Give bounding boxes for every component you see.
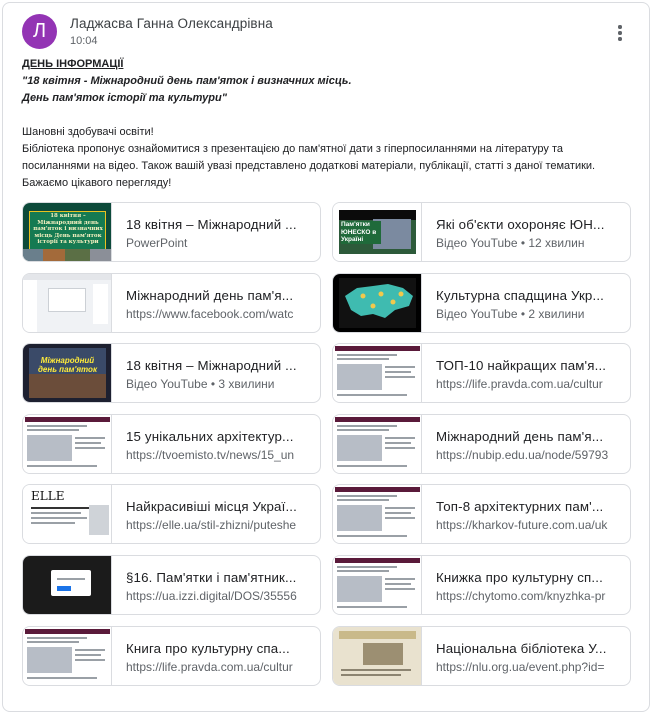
webpage-thumbnail: [333, 344, 422, 402]
post-heading: ДЕНЬ ІНФОРМАЦІЇ: [22, 58, 124, 70]
youtube-thumbnail: [23, 344, 112, 402]
attachment-card[interactable]: [332, 343, 631, 403]
attachment-card[interactable]: [22, 555, 321, 615]
webpage-thumbnail: [333, 556, 422, 614]
attachment-title: Міжнародний день пам'я...: [436, 428, 604, 444]
attachment-subtitle: https://chytomo.com/knyzhka-pr: [436, 589, 606, 603]
attachment-subtitle: Відео YouTube • 3 хвилини: [126, 377, 275, 392]
attachment-subtitle: https://tvoemisto.tv/news/15_un: [126, 447, 295, 462]
attachment-subtitle: https://nlu.org.ua/event.php?id=: [436, 659, 605, 674]
attachment-card[interactable]: [22, 273, 321, 333]
attachment-title: Національна бібліотека У...: [436, 640, 607, 656]
elle-logo: ELLE: [31, 489, 65, 504]
attachment-card[interactable]: [22, 626, 321, 686]
attachment-title: §16. Пам'ятки і пам'ятник...: [126, 570, 297, 585]
thumbnail-text: Пам'ятки ЮНЕСКО в Україні: [341, 221, 381, 244]
attachment-card[interactable]: [332, 202, 631, 262]
attachment-card[interactable]: [332, 484, 631, 544]
webpage-thumbnail: [333, 627, 422, 685]
post-body-line-2: посиланнями на відео. Також вашій увазі представлено додаткові матеріали, публікації, статті з даної тематики.: [22, 160, 596, 172]
youtube-thumbnail: [333, 274, 422, 332]
attachment-subtitle: https://nubip.edu.ua/node/59793: [436, 447, 609, 462]
author-name: Ладжасва Ганна Олександрівна: [70, 16, 273, 31]
attachment-subtitle: https://elle.ua/stil-zhizni/puteshe: [126, 518, 297, 533]
attachment-title: ТОП-10 найкращих пам'я...: [436, 358, 607, 374]
attachment-subtitle: https://kharkov-future.com.ua/uk: [436, 518, 608, 533]
powerpoint-thumbnail: [23, 203, 112, 261]
attachment-card[interactable]: [22, 343, 321, 403]
attachment-title: Найкрасивіші місця Украї...: [126, 499, 297, 515]
post-subtitle-1: "18 квітня - Міжнародний день пам'яток і визначних місць.: [22, 75, 352, 87]
attachment-subtitle: PowerPoint: [126, 236, 188, 250]
webpage-thumbnail: [23, 627, 112, 685]
attachment-title: Книга про культурну спа...: [126, 640, 290, 656]
thumbnail-text: 18 квітня – Міжнародний день пам'яток і визначних місць День пам'яток історії та культури: [33, 213, 103, 245]
author-avatar[interactable]: Л: [22, 14, 57, 49]
more-options-button[interactable]: [607, 20, 633, 46]
facebook-thumbnail: [23, 274, 112, 332]
post-subtitle-2: День пам'яток історії та культури": [22, 92, 227, 104]
webpage-thumbnail: [23, 556, 112, 614]
post-time: 10:04: [70, 35, 98, 47]
attachment-subtitle: Відео YouTube • 12 хвилин: [436, 236, 585, 250]
attachment-subtitle: https://www.facebook.com/watc: [126, 306, 294, 321]
attachment-title: Топ-8 архітектурних пам'...: [436, 499, 604, 515]
post-greeting: Шановні здобувачі освіти!: [22, 126, 154, 138]
attachment-subtitle: https://ua.izzi.digital/DOS/35556: [126, 589, 297, 603]
post-body-line-3: Бажаємо цікавого перегляду!: [22, 177, 172, 189]
attachment-card[interactable]: [332, 555, 631, 615]
webpage-thumbnail: [333, 485, 422, 543]
attachment-subtitle: https://life.pravda.com.ua/cultur: [436, 377, 603, 392]
more-vert-icon: [618, 25, 621, 28]
post-body: [22, 56, 622, 192]
thumbnail-text: Міжнародний день пам'яток: [37, 356, 97, 375]
attachment-card[interactable]: [22, 202, 321, 262]
attachment-title: Культурна спадщина Укр...: [436, 287, 605, 303]
post-body-line-1: Бібліотека пропонує ознайомитися з презентацією до пам'ятної дати з гіперпосиланнями на літературу та: [22, 143, 564, 155]
attachment-subtitle: https://life.pravda.com.ua/cultur: [126, 659, 293, 674]
attachment-title: 15 унікальних архітектур...: [126, 428, 294, 444]
attachment-card[interactable]: [332, 273, 631, 333]
youtube-thumbnail: [333, 203, 422, 261]
attachment-card[interactable]: [332, 626, 631, 686]
attachment-subtitle: Відео YouTube • 2 хвилини: [436, 306, 585, 321]
webpage-thumbnail: [23, 415, 112, 473]
attachment-card[interactable]: [22, 414, 321, 474]
attachment-title: 18 квітня – Міжнародний ...: [126, 217, 297, 232]
attachment-card[interactable]: [332, 414, 631, 474]
attachment-title: Книжка про культурну сп...: [436, 570, 603, 585]
webpage-thumbnail: [333, 415, 422, 473]
attachment-title: 18 квітня – Міжнародний ...: [126, 358, 297, 374]
attachment-title: Міжнародний день пам'я...: [126, 287, 294, 303]
webpage-thumbnail: [23, 485, 112, 543]
attachment-title: Які об'єкти охороняє ЮН...: [436, 217, 605, 232]
attachment-card[interactable]: [22, 484, 321, 544]
